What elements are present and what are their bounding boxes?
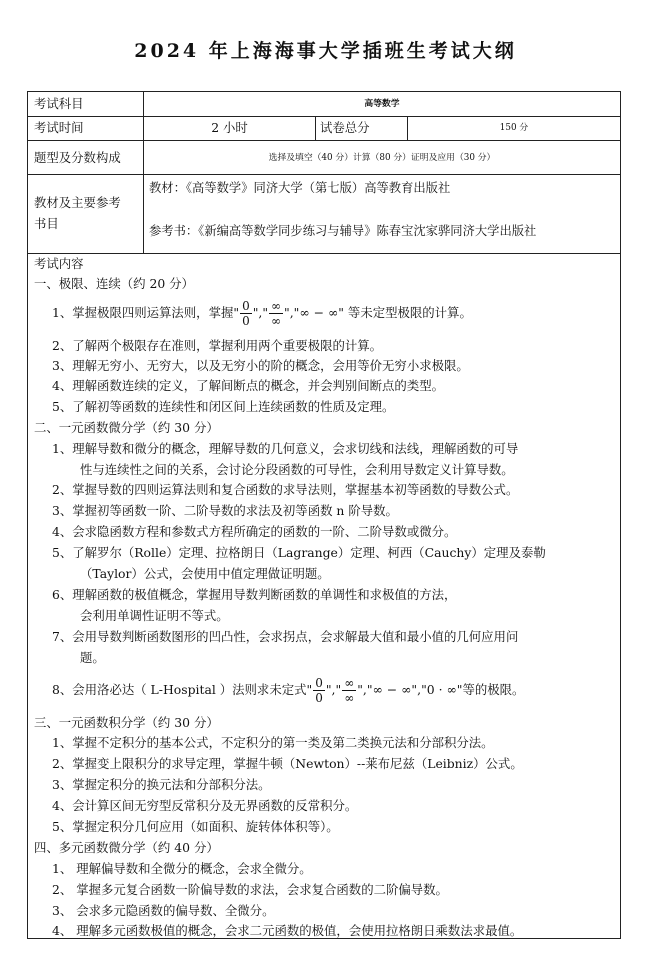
section-4-title: 四、多元函数微分学（约 40 分）	[34, 840, 219, 855]
section-2-item-5-cont: （Taylor）公式，会使用中值定理做证明题。	[80, 566, 330, 581]
score-value: 150 分	[499, 123, 529, 133]
books-label: 教材及主要参考	[34, 195, 121, 210]
section-2-title: 二、一元函数微分学（约 30 分）	[34, 420, 219, 435]
section-4-item-2: 2、 掌握多元复合函数一阶偏导数的求法，会求复合函数的二阶偏导数。	[52, 882, 448, 897]
section-4-item-3: 3、 会求多元隐函数的偏导数、全微分。	[52, 903, 275, 918]
section-2-item-7-cont: 题。	[80, 650, 105, 665]
section-1-item-5: 5、了解初等函数的连续性和闭区间上连续函数的性质及定理。	[52, 399, 395, 414]
column-divider	[143, 92, 144, 253]
section-2-item-6-cont: 会利用单调性证明不等式。	[80, 608, 229, 623]
row-divider	[28, 174, 620, 175]
section-3-item-1: 1、掌握不定积分的基本公式，不定积分的第一类及第二类换元法和分部积分法。	[52, 735, 494, 750]
subject-label: 考试科目	[34, 96, 84, 111]
section-1-item-1: 1、掌握极限四则运算法则，掌握" $\frac{0}{0}$ "," $\frac{\infty}{\infty}$ ","∞ − ∞" 等未定型极限的计算。	[52, 299, 472, 328]
question-type-value: 选择及填空（40 分）计算（80 分）证明及应用（30 分）	[268, 153, 496, 163]
section-1-item-4: 4、理解函数连续的定义，了解间断点的概念，并会判别间断点的类型。	[52, 378, 444, 393]
section-4-item-4: 4、 理解多元函数极值的概念，会求二元函数的极值，会使用拉格朗日乘数法求最值。	[52, 923, 523, 938]
fraction-zero-over-zero: $\frac{0}{0}$	[242, 299, 250, 328]
subject-value: 高等数学	[364, 99, 400, 109]
content-heading: 考试内容	[34, 256, 84, 271]
section-2-item-7: 7、会用导数判断函数图形的凹凸性，会求拐点，会求解最大值和最小值的几何应用问	[52, 629, 519, 644]
section-1-item-3: 3、理解无穷小、无穷大，以及无穷小的阶的概念，会用等价无穷小求极限。	[52, 358, 469, 373]
section-3-item-5: 5、掌握定积分几何应用（如面积、旋转体体积等）。	[52, 819, 339, 834]
section-3-item-2: 2、掌握变上限积分的求导定理，掌握牛顿（Newton）--莱布尼兹（Leibniz）公式。	[52, 756, 523, 771]
section-1-item-2: 2、了解两个极限存在准则，掌握利用两个重要极限的计算。	[52, 338, 383, 353]
reference-book-entry: 参考书：《新编高等数学同步练习与辅导》陈春宝沈家骅同济大学出版社	[149, 224, 537, 238]
fraction-zero-over-zero: $\frac{0}{0}$	[315, 676, 323, 705]
textbook-entry: 教材：《高等数学》同济大学（第七版）高等教育出版社	[149, 181, 451, 195]
section-2-item-1-cont: 性与连续性之间的关系，会讨论分段函数的可导性，会利用导数定义计算导数。	[80, 462, 514, 477]
time-label: 考试时间	[34, 120, 84, 135]
section-2-item-6: 6、理解函数的极值概念，掌握用导数判断函数的单调性和求极值的方法，	[52, 587, 457, 602]
column-divider	[315, 116, 316, 140]
question-type-label: 题型及分数构成	[34, 150, 121, 165]
section-2-item-2: 2、掌握导数的四则运算法则和复合函数的求导法则，掌握基本初等函数的导数公式。	[52, 482, 519, 497]
section-2-item-1: 1、理解导数和微分的概念，理解导数的几何意义，会求切线和法线，理解函数的可导	[52, 441, 519, 456]
row-divider	[28, 140, 620, 141]
fraction-inf-over-inf: $\frac{\infty}{\infty}$	[271, 299, 282, 328]
row-divider	[28, 116, 620, 117]
section-3-item-4: 4、会计算区间无穷型反常积分及无界函数的反常积分。	[52, 798, 358, 813]
section-3-item-3: 3、掌握定积分的换元法和分部积分法。	[52, 777, 271, 792]
section-3-title: 三、一元函数积分学（约 30 分）	[34, 715, 219, 730]
section-2-item-3: 3、掌握初等函数一阶、二阶导数的求法及初等函数 n 阶导数。	[52, 503, 398, 518]
section-2-item-5: 5、了解罗尔（Rolle）定理、拉格朗日（Lagrange）定理、柯西（Cauchy）定理及泰勒	[52, 545, 546, 560]
section-1-title: 一、极限、连续（约 20 分）	[34, 276, 194, 291]
section-4-item-1: 1、 理解偏导数和全微分的概念，会求全微分。	[52, 861, 312, 876]
books-label-cont: 书目	[34, 216, 59, 231]
section-2-item-8: 8、会用洛必达（ L-Hospital ）法则求未定式" $\frac{0}{0}$ "," $\frac{\infty}{\infty}$ ","∞ − ∞","0 · ∞"等的极限。	[52, 676, 525, 705]
document-title: 2024 年上海海事大学插班生考试大纲	[134, 40, 517, 62]
syllabus-table	[27, 91, 621, 939]
fraction-inf-over-inf: $\frac{\infty}{\infty}$	[344, 676, 355, 705]
row-divider	[28, 253, 620, 254]
time-value: 2 小时	[211, 120, 248, 135]
section-2-item-4: 4、会求隐函数方程和参数式方程所确定的函数的一阶、二阶导数或微分。	[52, 524, 457, 539]
score-label: 试卷总分	[320, 120, 370, 135]
